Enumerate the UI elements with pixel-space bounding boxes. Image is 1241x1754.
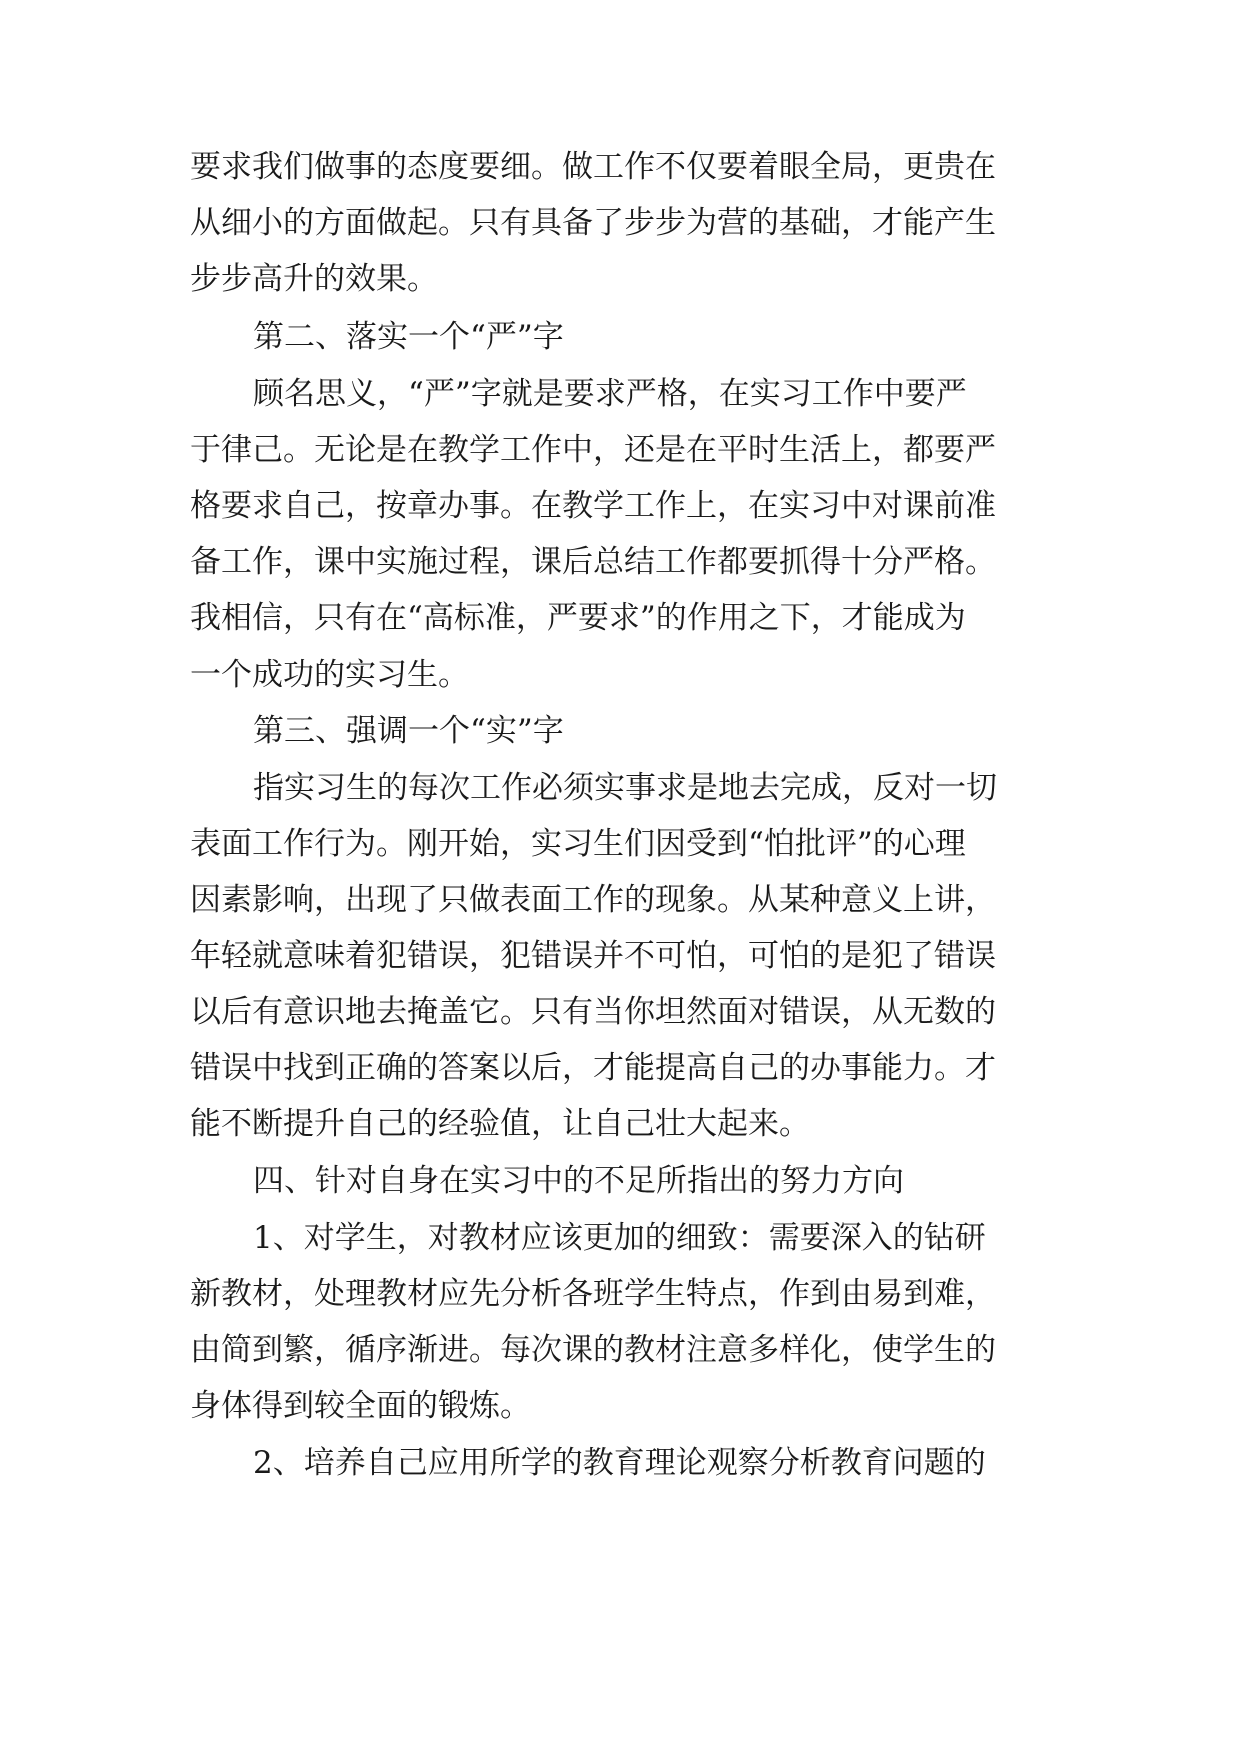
text-line: 能不断提升自己的经验值，让自己壮大起来。	[190, 1106, 810, 1142]
text-line: 于律己。无论是在教学工作中，还是在平时生活上，都要严	[190, 432, 996, 468]
text-line: 新教材，处理教材应先分析各班学生特点，作到由易到难，	[190, 1276, 996, 1312]
text-line: 2、培养自己应用所学的教育理论观察分析教育问题的	[253, 1445, 986, 1481]
text-line: 顾名思义，“严”字就是要求严格，在实习工作中要严	[253, 376, 967, 412]
text-line: 由简到繁，循序渐进。每次课的教材注意多样化，使学生的	[190, 1332, 996, 1368]
section-heading: 第二、落实一个“严”字	[253, 319, 564, 355]
text-line: 指实习生的每次工作必须实事求是地去完成，反对一切	[253, 770, 997, 806]
text-line: 身体得到较全面的锻炼。	[190, 1388, 531, 1424]
text-line: 以后有意识地去掩盖它。只有当你坦然面对错误，从无数的	[190, 994, 996, 1030]
section-heading: 第三、强调一个“实”字	[253, 713, 564, 749]
text-line: 要求我们做事的态度要细。做工作不仅要着眼全局，更贵在	[190, 149, 996, 185]
text-line: 1、对学生，对教材应该更加的细致：需要深入的钻研	[253, 1220, 986, 1256]
text-line: 从细小的方面做起。只有具备了步步为营的基础，才能产生	[190, 205, 996, 241]
text-line: 表面工作行为。刚开始，实习生们因受到“怕批评”的心理	[190, 826, 966, 862]
text-line: 我相信，只有在“高标准，严要求”的作用之下，才能成为	[190, 600, 966, 636]
text-line: 因素影响，出现了只做表面工作的现象。从某种意义上讲，	[190, 882, 996, 918]
text-line: 一个成功的实习生。	[190, 657, 469, 693]
text-line: 格要求自己，按章办事。在教学工作上，在实习中对课前准	[190, 488, 996, 524]
text-line: 年轻就意味着犯错误，犯错误并不可怕，可怕的是犯了错误	[190, 938, 996, 974]
text-line: 备工作，课中实施过程，课后总结工作都要抓得十分严格。	[190, 544, 996, 580]
text-line: 步步高升的效果。	[190, 261, 438, 297]
text-line: 错误中找到正确的答案以后，才能提高自己的办事能力。才	[190, 1050, 996, 1086]
section-heading: 四、针对自身在实习中的不足所指出的努力方向	[253, 1163, 904, 1199]
